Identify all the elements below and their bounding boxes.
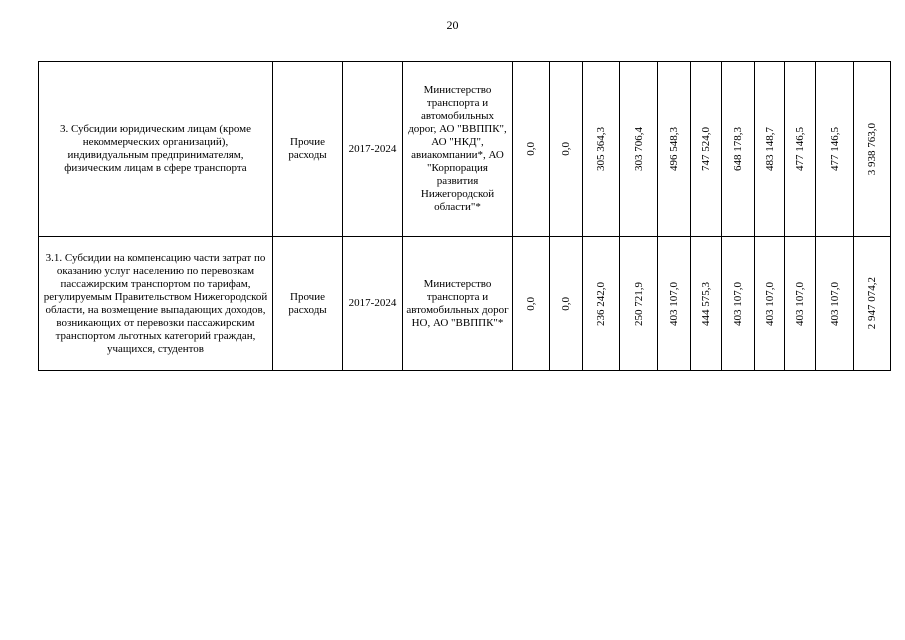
value-text: 496 548,3: [668, 127, 680, 171]
value-cell: [785, 62, 816, 237]
value-cell: [722, 62, 755, 237]
value-text: 250 721,9: [632, 281, 645, 326]
value-text: 444 575,3: [700, 281, 712, 326]
value-cell: [854, 62, 891, 237]
table-row: [39, 62, 891, 237]
value-text: 403 107,0: [732, 281, 744, 326]
value-text: 648 178,3: [732, 127, 744, 171]
row-expense-type: Прочие расходы: [273, 237, 343, 371]
value-cell: [816, 237, 854, 371]
value-cell: [755, 237, 785, 371]
value-text: 403 107,0: [763, 281, 776, 326]
value-text: 305 364,3: [595, 127, 607, 171]
row-description: 3. Субсидии юридическим лицам (кроме некоммерческих организаций), индивидуальным предпринимателям, физическим лицам в сфере транспорта: [39, 62, 273, 237]
value-text: 2 947 074,2: [866, 277, 878, 330]
value-text: 0,0: [525, 296, 537, 311]
value-cell: [513, 237, 550, 371]
row-expense-type: Прочие расходы: [273, 62, 343, 237]
value-text: 483 148,7: [763, 127, 776, 171]
value-cell: [513, 62, 550, 237]
value-cell: [785, 237, 816, 371]
value-cell: [854, 237, 891, 371]
row-description: 3.1. Субсидии на компенсацию части затрат по оказанию услуг населению по перевозкам пассажирским транспортом по тарифам, регулируемым Правительством Нижегородской области, на возмещение выпадающих доходов, возникающих от перевозки пассажирским транспортом льготных категорий граждан, учащихся, студентов: [39, 237, 273, 371]
value-cell: [658, 237, 691, 371]
value-text: 403 107,0: [794, 281, 806, 326]
value-cell: [550, 62, 583, 237]
row-executor: Министерство транспорта и автомобильных дорог НО, АО "ВВППК"*: [403, 237, 513, 371]
value-cell: [691, 62, 722, 237]
value-cell: [583, 237, 620, 371]
value-cell: [658, 62, 691, 237]
value-cell: [583, 62, 620, 237]
value-cell: [620, 62, 658, 237]
value-text: 747 524,0: [700, 127, 712, 171]
value-text: 477 146,5: [794, 127, 806, 171]
value-text: 303 706,4: [632, 127, 645, 171]
row-executor: Министерство транспорта и автомобильных дорог, АО "ВВППК", АО "НКД", авиакомпании*, АО "Корпорация развития Нижегородской области"*: [403, 62, 513, 237]
value-cell: [691, 237, 722, 371]
value-text: 3 938 763,0: [866, 122, 878, 176]
value-text: 0,0: [560, 142, 572, 156]
value-cell: [722, 237, 755, 371]
value-cell: [620, 237, 658, 371]
value-text: 403 107,0: [668, 281, 680, 326]
value-text: 0,0: [560, 296, 572, 311]
table-row: [39, 237, 891, 371]
value-text: 236 242,0: [595, 281, 607, 326]
budget-table: [38, 61, 891, 371]
value-cell: [755, 62, 785, 237]
row-period: 2017-2024: [343, 237, 403, 371]
value-text: 403 107,0: [828, 281, 841, 326]
value-text: 0,0: [525, 142, 537, 156]
value-cell: [550, 237, 583, 371]
page-number: 20: [446, 18, 459, 32]
row-period: 2017-2024: [343, 62, 403, 237]
value-text: 477 146,5: [828, 127, 841, 171]
value-cell: [816, 62, 854, 237]
